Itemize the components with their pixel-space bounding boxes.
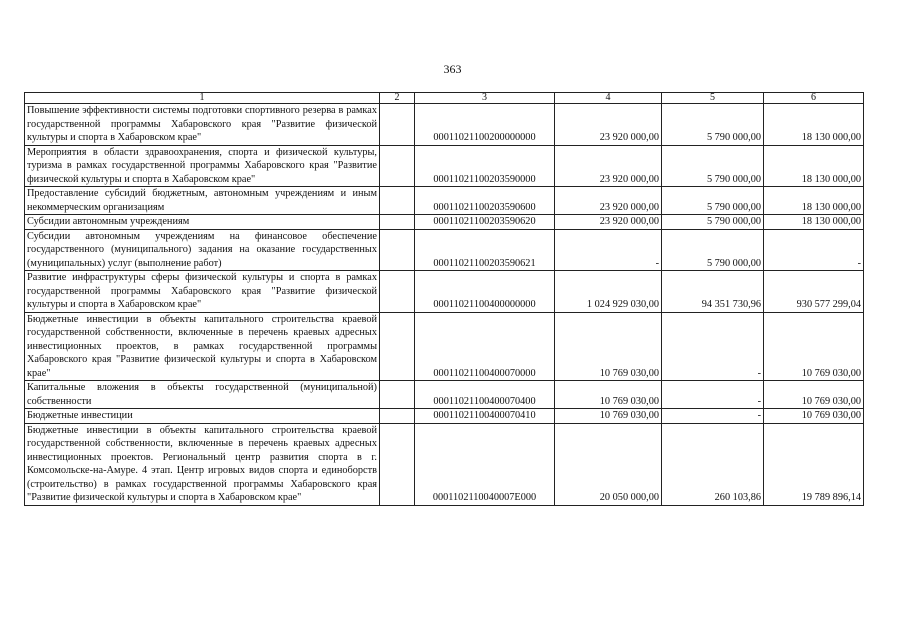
- row-value-4: 10 769 030,00: [555, 409, 662, 424]
- row-value-6: 930 577 299,04: [764, 271, 864, 313]
- row-code: 0001102110040007E000: [415, 423, 555, 505]
- row-description: Мероприятия в области здравоохранения, спорта и физической культуры, туризма в рамках государственной программы Хабаровского края "Развитие физической культуры и спорта в Хабаровском крае": [25, 145, 380, 187]
- row-value-6: 10 769 030,00: [764, 312, 864, 381]
- row-description: Развитие инфраструктуры сферы физической культуры и спорта в рамках государственной программы Хабаровского края "Развитие физической культуры и спорта в Хабаровском крае": [25, 271, 380, 313]
- table-row: [25, 187, 864, 215]
- row-value-6: 18 130 000,00: [764, 187, 864, 215]
- column-header: 1: [25, 93, 380, 104]
- row-col2: [380, 215, 415, 230]
- row-value-4: 23 920 000,00: [555, 187, 662, 215]
- row-code: 00011021100400070000: [415, 312, 555, 381]
- row-value-5: 5 790 000,00: [662, 104, 764, 146]
- row-description: Субсидии автономным учреждениям на финансовое обеспечение государственного (муниципального) задания на оказание государственных (муниципальных) услуг (выполнение работ): [25, 229, 380, 271]
- row-value-5: -: [662, 312, 764, 381]
- row-value-5: 94 351 730,96: [662, 271, 764, 313]
- row-value-4: 23 920 000,00: [555, 104, 662, 146]
- budget-table: [24, 92, 864, 506]
- row-description: Капитальные вложения в объекты государственной (муниципальной) собственности: [25, 381, 380, 409]
- row-value-4: -: [555, 229, 662, 271]
- row-code: 00011021100203590620: [415, 215, 555, 230]
- table-row: [25, 104, 864, 146]
- row-col2: [380, 312, 415, 381]
- row-value-5: 5 790 000,00: [662, 145, 764, 187]
- table-row: [25, 423, 864, 505]
- row-col2: [380, 187, 415, 215]
- row-value-6: 10 769 030,00: [764, 381, 864, 409]
- row-description: Повышение эффективности системы подготовки спортивного резерва в рамках государственной программы Хабаровского края "Развитие физической культуры и спорта в Хабаровском крае": [25, 104, 380, 146]
- table-row: [25, 409, 864, 424]
- table-row: [25, 145, 864, 187]
- row-value-6: 18 130 000,00: [764, 104, 864, 146]
- row-col2: [380, 423, 415, 505]
- row-value-4: 10 769 030,00: [555, 312, 662, 381]
- row-value-4: 20 050 000,00: [555, 423, 662, 505]
- table-row: [25, 381, 864, 409]
- row-value-6: 18 130 000,00: [764, 215, 864, 230]
- column-header: 5: [662, 93, 764, 104]
- row-description: Бюджетные инвестиции: [25, 409, 380, 424]
- page-number: 363: [443, 62, 462, 76]
- row-value-5: -: [662, 381, 764, 409]
- row-value-4: 23 920 000,00: [555, 215, 662, 230]
- row-value-5: 5 790 000,00: [662, 215, 764, 230]
- column-header: 4: [555, 93, 662, 104]
- row-code: 00011021100400070410: [415, 409, 555, 424]
- row-code: 00011021100203590621: [415, 229, 555, 271]
- table-row: [25, 271, 864, 313]
- column-header: 3: [415, 93, 555, 104]
- row-value-5: 5 790 000,00: [662, 229, 764, 271]
- row-value-4: 1 024 929 030,00: [555, 271, 662, 313]
- row-col2: [380, 271, 415, 313]
- table-row: [25, 312, 864, 381]
- column-header: 2: [380, 93, 415, 104]
- row-value-6: -: [764, 229, 864, 271]
- row-col2: [380, 381, 415, 409]
- row-value-6: 19 789 896,14: [764, 423, 864, 505]
- row-description: Бюджетные инвестиции в объекты капитального строительства краевой государственной собственности, включенные в перечень краевых адресных инвестиционных проектов. Региональный центр развития спорта в г. Комсомольске-на-Амуре. 4 этап. Центр игровых видов спорта и единоборств (строительство) в рамках государственной программы Хабаровского края "Развитие физической культуры и спорта в Хабаровском крае": [25, 423, 380, 505]
- row-code: 00011021100203590600: [415, 187, 555, 215]
- header-row: [25, 93, 864, 104]
- row-col2: [380, 229, 415, 271]
- row-code: 00011021100400070400: [415, 381, 555, 409]
- row-col2: [380, 145, 415, 187]
- row-value-5: 260 103,86: [662, 423, 764, 505]
- row-value-4: 23 920 000,00: [555, 145, 662, 187]
- row-code: 00011021100203590000: [415, 145, 555, 187]
- row-value-5: 5 790 000,00: [662, 187, 764, 215]
- row-code: 00011021100200000000: [415, 104, 555, 146]
- column-header: 6: [764, 93, 864, 104]
- row-value-6: 10 769 030,00: [764, 409, 864, 424]
- row-col2: [380, 409, 415, 424]
- row-value-4: 10 769 030,00: [555, 381, 662, 409]
- table-row: [25, 215, 864, 230]
- row-description: Субсидии автономным учреждениям: [25, 215, 380, 230]
- table-row: [25, 229, 864, 271]
- row-col2: [380, 104, 415, 146]
- row-description: Предоставление субсидий бюджетным, автономным учреждениям и иным некоммерческим организациям: [25, 187, 380, 215]
- row-description: Бюджетные инвестиции в объекты капитального строительства краевой государственной собственности, включенные в перечень краевых адресных инвестиционных проектов, в рамках государственной программы Хабаровского края "Развитие физической культуры и спорта в Хабаровском крае": [25, 312, 380, 381]
- row-value-5: -: [662, 409, 764, 424]
- row-value-6: 18 130 000,00: [764, 145, 864, 187]
- row-code: 00011021100400000000: [415, 271, 555, 313]
